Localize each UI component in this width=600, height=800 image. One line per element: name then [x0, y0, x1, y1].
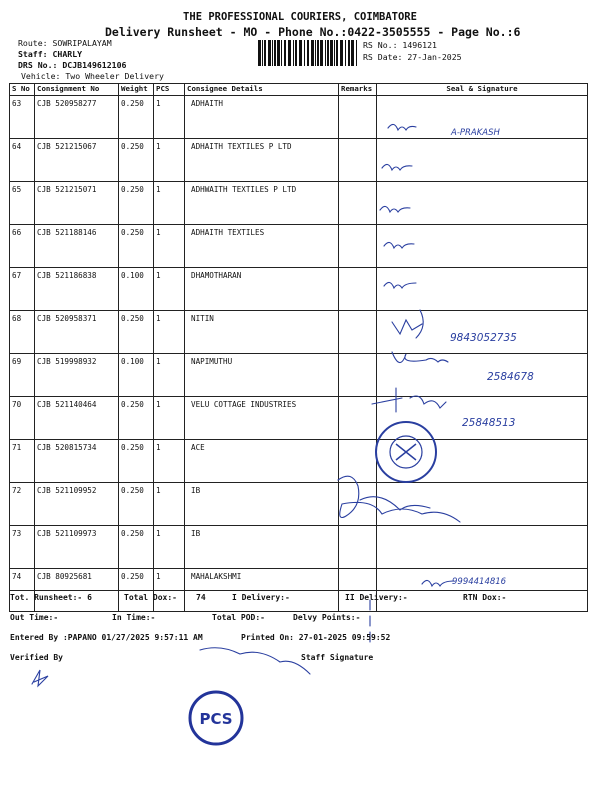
- row-consignment: CJB 521186838: [35, 268, 119, 311]
- row-consignee: ADHAITH TEXTILES: [185, 225, 339, 268]
- row-pcs: 1: [154, 182, 185, 225]
- drs-number: DRS No.: DCJB149612106: [18, 60, 127, 70]
- row-weight: 0.100: [119, 268, 154, 311]
- row-consignee: VELU COTTAGE INDUSTRIES: [185, 397, 339, 440]
- row-consignment: CJB 519998932: [35, 354, 119, 397]
- ii-delivery: II Delivery:-: [345, 593, 408, 602]
- row-sno: 68: [10, 311, 35, 354]
- handwriting-r63: A-PRAKASH: [451, 128, 500, 138]
- row-sno: 70: [10, 397, 35, 440]
- row-sno: 69: [10, 354, 35, 397]
- row-sno: 64: [10, 139, 35, 182]
- col-pcs: PCS: [154, 84, 185, 96]
- vehicle: Vehicle: Two Wheeler Delivery: [21, 71, 164, 81]
- runsheet-title: Delivery Runsheet - MO - Phone No.:0422-3505555 - Page No.:6: [105, 25, 521, 39]
- row-consignee: NAPIMUTHU: [185, 354, 339, 397]
- row-pcs: 1: [154, 526, 185, 569]
- row-weight: 0.250: [119, 182, 154, 225]
- row-weight: 0.250: [119, 483, 154, 526]
- row-sno: 66: [10, 225, 35, 268]
- total-dox-value: 74: [196, 593, 206, 602]
- col-weight: Weight: [119, 84, 154, 96]
- row-consignee: IB: [185, 526, 339, 569]
- staff-signature: Staff Signature: [301, 653, 374, 662]
- row-weight: 0.250: [119, 440, 154, 483]
- row-consignment: CJB 521109952: [35, 483, 119, 526]
- delivery-points: Delvy Points:-: [293, 613, 361, 622]
- row-pcs: 1: [154, 569, 185, 612]
- row-consignee: DHAMOTHARAN: [185, 268, 339, 311]
- row-sno: 74: [10, 569, 35, 612]
- rtn-dox: RTN Dox:-: [463, 593, 507, 602]
- row-sno: 67: [10, 268, 35, 311]
- in-time: In Time:-: [112, 613, 156, 622]
- handwriting-r74: 9994414816: [452, 577, 507, 587]
- row-weight: 0.250: [119, 526, 154, 569]
- row-consignment: CJB 520958277: [35, 96, 119, 139]
- company-name: THE PROFESSIONAL COURIERS, COIMBATORE: [183, 11, 417, 23]
- row-consignment: CJB 80925681: [35, 569, 119, 612]
- svg-text:PCS: PCS: [199, 710, 233, 728]
- row-sno: 63: [10, 96, 35, 139]
- row-consignee: ADHWAITH TEXTILES P LTD: [185, 182, 339, 225]
- row-pcs: 1: [154, 96, 185, 139]
- row-pcs: 1: [154, 483, 185, 526]
- handwriting-r68: 9843052735: [450, 332, 517, 344]
- footer-divider: [9, 590, 587, 591]
- row-consignment: CJB 521188146: [35, 225, 119, 268]
- staff: Staff: CHARLY: [18, 49, 83, 59]
- verified-by: Verified By: [10, 653, 63, 662]
- row-pcs: 1: [154, 397, 185, 440]
- row-consignment: CJB 521215071: [35, 182, 119, 225]
- row-sno: 65: [10, 182, 35, 225]
- col-consignee: Consignee Details: [185, 84, 339, 96]
- pcs-stamp: [190, 692, 242, 744]
- entered-by: Entered By :PAPANO 01/27/2025 9:57:11 AM: [10, 633, 203, 642]
- row-consignment: CJB 520958371: [35, 311, 119, 354]
- row-weight: 0.250: [119, 397, 154, 440]
- row-consignee: ADHAITH TEXTILES P LTD: [185, 139, 339, 182]
- row-consignee: IB: [185, 483, 339, 526]
- col-sno: S No: [10, 84, 35, 96]
- row-pcs: 1: [154, 311, 185, 354]
- row-consignee: ACE: [185, 440, 339, 483]
- col-consignment: Consignment No: [35, 84, 119, 96]
- row-consignment: CJB 521109973: [35, 526, 119, 569]
- handwriting-r69: 2584678: [487, 371, 534, 383]
- handwriting-r70: 25848513: [462, 417, 516, 429]
- rs-date: RS Date: 27-Jan-2025: [363, 52, 462, 62]
- courier-seal-stamp: [376, 422, 436, 482]
- row-consignee: MAHALAKSHMI: [185, 569, 339, 612]
- row-consignment: CJB 521140464: [35, 397, 119, 440]
- out-time: Out Time:-: [10, 613, 59, 622]
- total-pod: Total POD:-: [212, 613, 265, 622]
- row-consignee: NITIN: [185, 311, 339, 354]
- col-signature: Seal & Signature: [377, 84, 588, 96]
- rs-number: RS No.: 1496121: [363, 40, 437, 50]
- row-pcs: 1: [154, 268, 185, 311]
- row-pcs: 1: [154, 354, 185, 397]
- i-delivery: I Delivery:-: [232, 593, 290, 602]
- row-weight: 0.250: [119, 569, 154, 612]
- row-weight: 0.250: [119, 311, 154, 354]
- row-pcs: 1: [154, 440, 185, 483]
- row-pcs: 1: [154, 139, 185, 182]
- row-consignment: CJB 520815734: [35, 440, 119, 483]
- row-sno: 73: [10, 526, 35, 569]
- route: Route: SOWRIPALAYAM: [18, 38, 112, 48]
- total-dox-label: Total Dox:-: [124, 593, 177, 602]
- row-consignment: CJB 521215067: [35, 139, 119, 182]
- row-weight: 0.250: [119, 96, 154, 139]
- row-consignee: ADHAITH: [185, 96, 339, 139]
- row-pcs: 1: [154, 225, 185, 268]
- col-remarks: Remarks: [339, 84, 377, 96]
- row-sno: 71: [10, 440, 35, 483]
- total-runsheet: Tot. Runsheet:- 6: [10, 593, 92, 602]
- row-weight: 0.250: [119, 139, 154, 182]
- row-weight: 0.100: [119, 354, 154, 397]
- printed-on: Printed On: 27-01-2025 09:59:52: [241, 633, 391, 642]
- row-sno: 72: [10, 483, 35, 526]
- row-weight: 0.250: [119, 225, 154, 268]
